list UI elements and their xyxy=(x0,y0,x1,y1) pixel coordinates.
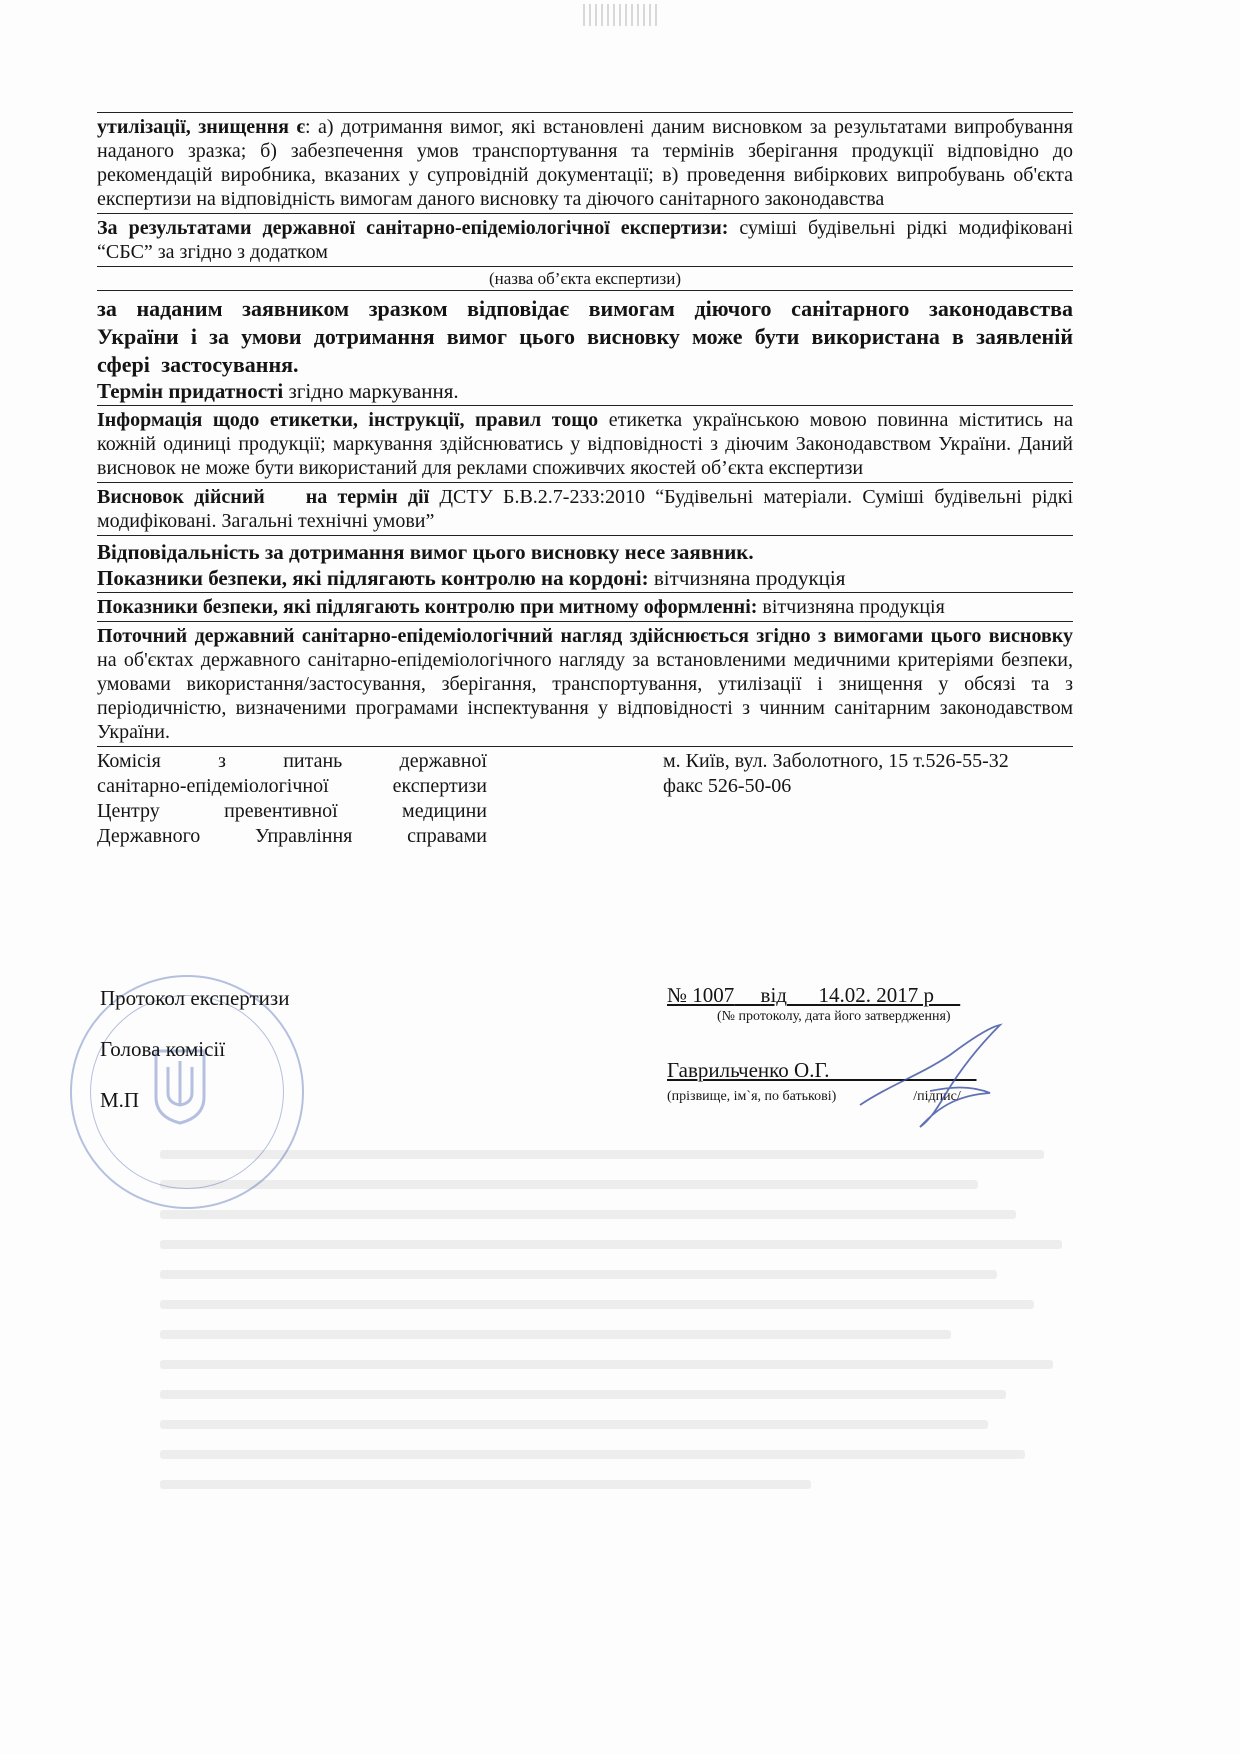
commission-line: санітарно-епідеміологічної експертизи xyxy=(97,775,487,797)
scan-artifact xyxy=(583,4,661,26)
para-label-info xyxy=(97,406,1073,482)
expertise-result-bold: За результатами державної санітарно-епідеміологічної експертизи: xyxy=(97,217,729,239)
shelf-life xyxy=(97,379,1073,405)
commission-address: м. Київ, вул. Заболотного, 15 т.526-55-32 xyxy=(663,750,1009,772)
commission-row xyxy=(97,749,1073,849)
commission-fax: факс 526-50-06 xyxy=(663,775,792,797)
border-control-text: вітчизняна продукція xyxy=(648,566,846,590)
customs-control-bold: Показники безпеки, які підлягають контролю при митному оформленні: xyxy=(97,596,758,618)
protocol-date: 14.02. 2017 р xyxy=(818,983,934,1007)
label-info-bold: Інформація щодо етикетки, інструкції, правил тощо xyxy=(97,409,599,431)
protocol-number: № 1007 xyxy=(667,983,735,1007)
label-info-text: етикетка українською мовою повинна міститись на кожній одиниці продукції; маркування здійснюватись у відповідності з діючим Законодавством України. Даний висновок не може бути використаний для реклами споживчих якостей об’єкта експертизи xyxy=(97,409,1073,479)
commission-line: Комісія з питань державної xyxy=(97,750,487,772)
commission-line: Державного Управління справами xyxy=(97,825,487,847)
seal-label: М.П xyxy=(100,1088,140,1112)
object-caption: (назва об’єкта експертизи) xyxy=(488,269,682,288)
validity-text: ДСТУ Б.В.2.7-233:2010 “Будівельні матеріали. Суміші будівельні рідкі модифіковані. Загальні технічні умови” xyxy=(97,486,1074,532)
responsibility xyxy=(97,536,1073,566)
supervision-text: на об'єктах державного санітарно-епідеміологічного нагляду за встановленими медичними критеріями безпеки, умовами використання/застосування, зберігання, транспортування, утилізації і знищення у обсязі та з періодичністю, визначеними програмами інспектування у відповідності з чинним санітарним законодавством України. xyxy=(97,649,1073,743)
para-validity xyxy=(97,483,1073,535)
bleed-through-artifact xyxy=(160,1150,1090,1600)
para-disposal-text: : а) дотримання вимог, які встановлені даним висновком за результатами випробування наданого зразка; б) забезпечення умов транспортування та термінів зберігання продукції відповідно до рекомендацій виробника, вказаних у супровідній документації; в) проведення вибіркових випробувань об'єкта експертизи на відповідність вимогам даного висновку та діючого санітарного законодавства xyxy=(97,116,1074,210)
sign-caption: /підпис/ xyxy=(913,1089,961,1104)
border-control-bold: Показники безпеки, які підлягають контролю на кордоні: xyxy=(97,566,649,590)
protocol-from: від xyxy=(760,983,787,1007)
shelf-life-text: згідно маркування. xyxy=(283,379,459,403)
divider xyxy=(97,746,1073,747)
handwritten-signature xyxy=(850,1015,1030,1135)
protocol-caption: (№ протоколу, дата його затвердження) xyxy=(717,1009,951,1024)
commission-line: Центру превентивної медицини xyxy=(97,800,487,822)
validity-bold-1: Висновок дійсний xyxy=(97,486,265,508)
expertise-result-text: суміші будівельні рідкі модифіковані “СБС” за згідно з додатком xyxy=(97,217,1073,263)
para-expertise-result xyxy=(97,214,1073,266)
divider xyxy=(97,266,1073,267)
protocol-number-line xyxy=(667,983,960,1008)
signer-caption: (прізвище, ім`я, по батькові) xyxy=(667,1089,837,1104)
para-disposal-bold: утилізації, знищення є xyxy=(97,116,306,138)
conclusion-text: за наданим заявником зразком відповідає вимогам діючого санітарного законодавства України і за умови дотримання вимог цього висновку може бути використана в заявленій сфері застосування. xyxy=(97,296,1073,377)
protocol-label: Протокол експертизи xyxy=(100,986,290,1010)
customs-control-text: вітчизняна продукція xyxy=(757,596,945,618)
supervision-bold: Поточний державний санітарно-епідеміологічний нагляд здійснюється згідно з вимогами цього висновку xyxy=(97,625,1073,647)
commission-name xyxy=(97,749,487,849)
footer-left xyxy=(100,985,289,1138)
customs-control xyxy=(97,593,1073,621)
shelf-life-bold: Термін придатності xyxy=(97,379,284,403)
chair-label: Голова комісії xyxy=(100,1037,226,1061)
signer-name: Гаврильченко О.Г. xyxy=(667,1058,830,1082)
validity-bold-2: на термін дії xyxy=(305,486,430,508)
commission-contacts xyxy=(663,749,1073,849)
supervision xyxy=(97,622,1073,746)
para-disposal-conditions xyxy=(97,113,1073,213)
responsibility-bold: Відповідальність за дотримання вимог цього висновку несе заявник. xyxy=(97,540,754,564)
border-control xyxy=(97,566,1073,592)
document-body xyxy=(97,112,1073,849)
